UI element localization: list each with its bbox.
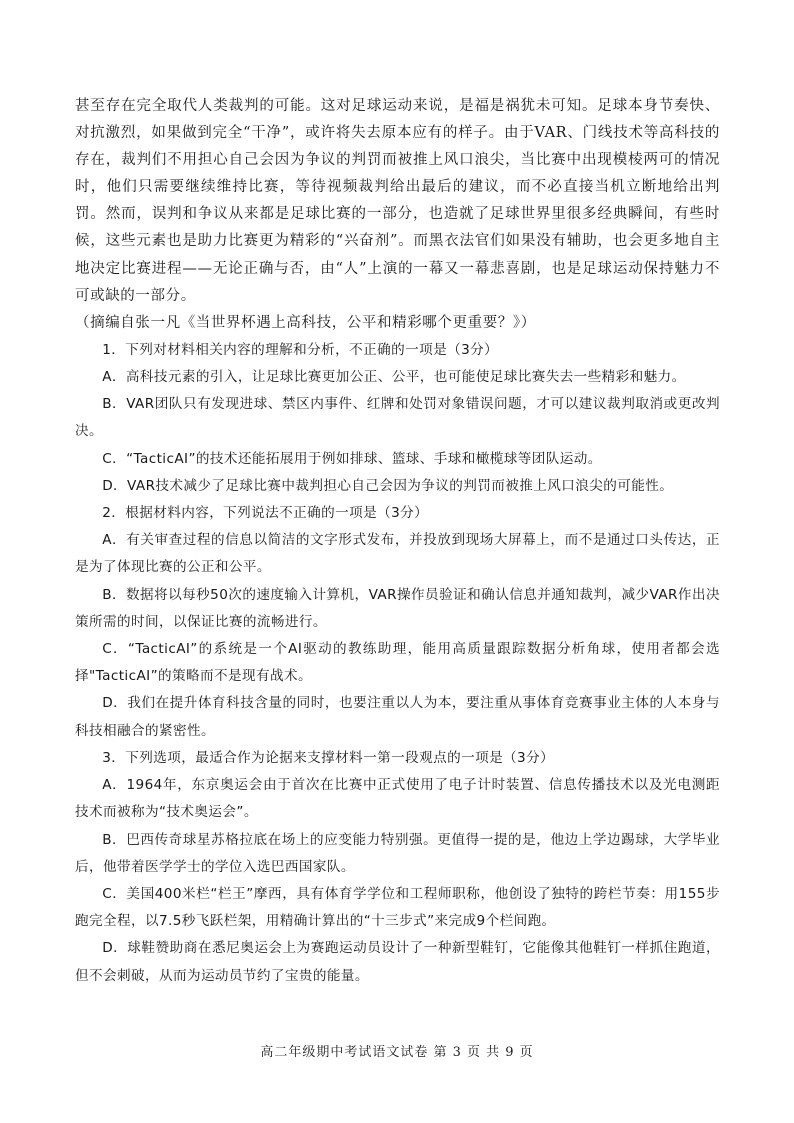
- option-a: A．1964年，东京奥运会由于首次在比赛中正式使用了电子计时装置、信息传播技术以及光电测距技术而被称为“技术奥运会”。: [75, 777, 720, 821]
- passage-paragraph: 甚至存在完全取代人类裁判的可能。这对足球运动来说，是福是祸犹未可知。足球本身节奏快、对抗激烈，如果做到完全“干净”，或许将失去原本应有的样子。由于VAR、门线技术等高科技的存在，裁判们不用担心自己会因为争议的判罚而被推上风口浪尖，当比赛中出现模棱两可的情况时，他们只需要继续维持比赛，等待视频裁判给出最后的建议，而不必直接当机立断地给出判罚。然而，误判和争议从来都是足球比赛的一部分，也造就了足球世界里很多经典瞬间，有些时候，这些元素也是助力比赛更为精彩的“兴奋剂”。而黑衣法官们如果没有辅助，也会更多地自主地决定比赛进程——无论正确与否，由“人”上演的一幕又一幕悲喜剧，也是足球运动保持魅力不可或缺的一部分。: [75, 98, 720, 304]
- option-b: B．巴西传奇球星苏格拉底在场上的应变能力特别强。更值得一提的是，他边上学边踢球，大学毕业后，他带着医学学士的学位入选巴西国家队。: [75, 831, 720, 875]
- option-b: B．VAR团队只有发现进球、禁区内事件、红牌和处罚对象错误问题，才可以建议裁判取消或更改判决。: [75, 396, 720, 440]
- option-b: B．数据将以每秒50次的速度输入计算机，VAR操作员验证和确认信息并通知裁判，减少VAR作出决策所需的时间，以保证比赛的流畅进行。: [75, 586, 720, 630]
- question-stem: 2．根据材料内容，下列说法不正确的一项是（3分）: [102, 505, 429, 522]
- option-a: A．高科技元素的引入，让足球比赛更加公正、公平，也可能使足球比赛失去一些精彩和魅力。: [102, 369, 686, 386]
- option-d: D．VAR技术减少了足球比赛中裁判担心自己会因为争议的判罚而被推上风口浪尖的可能性。: [102, 477, 674, 494]
- option-c: C．“TacticAI”的技术还能拓展用于例如排球、篮球、手球和橄榄球等团队运动。: [102, 450, 602, 467]
- option-c: C．“TacticAI”的系统是一个AI驱动的教练助理，能用高质量跟踪数据分析角球，使用者都会选择"TacticAI”的策略而不是现有战术。: [75, 641, 720, 685]
- page-content: [75, 93, 720, 990]
- option-d: D．球鞋赞助商在悉尼奥运会上为赛跑运动员设计了一种新型鞋钉，它能像其他鞋钉一样抓住跑道，但不会刺破，从而为运动员节约了宝贵的能量。: [75, 940, 720, 984]
- question-3: [75, 745, 720, 990]
- option-a: A．有关审查过程的信息以简洁的文字形式发布，并投放到现场大屏幕上，而不是通过口头传达，正是为了体现比赛的公正和公平。: [75, 532, 720, 576]
- question-1: [75, 337, 720, 500]
- option-c: C．美国400米栏“栏王”摩西，具有体育学学位和工程师职称，他创设了独特的跨栏节奏：用155步跑完全程，以7.5秒飞跃栏架，用精确计算出的“十三步式”来完成9个栏间跑。: [75, 885, 720, 930]
- reading-passage: [75, 93, 720, 337]
- option-d: D．我们在提升体育科技含量的同时，也要注重以人为本，要注重从事体育竞赛事业主体的人本身与科技相融合的紧密性。: [75, 695, 720, 739]
- page-footer: 高二年级期中考试语文试卷 第 3 页 共 9 页: [260, 1045, 534, 1060]
- question-2: [75, 500, 720, 745]
- passage-source: （摘编自张一凡《当世界杯遇上高科技，公平和精彩哪个更重要？》）: [75, 314, 536, 331]
- question-stem: 3．下列选项，最适合作为论据来支撑材料一第一段观点的一项是（3分）: [102, 749, 555, 766]
- question-stem: 1．下列对材料相关内容的理解和分析，不正确的一项是（3分）: [102, 341, 499, 358]
